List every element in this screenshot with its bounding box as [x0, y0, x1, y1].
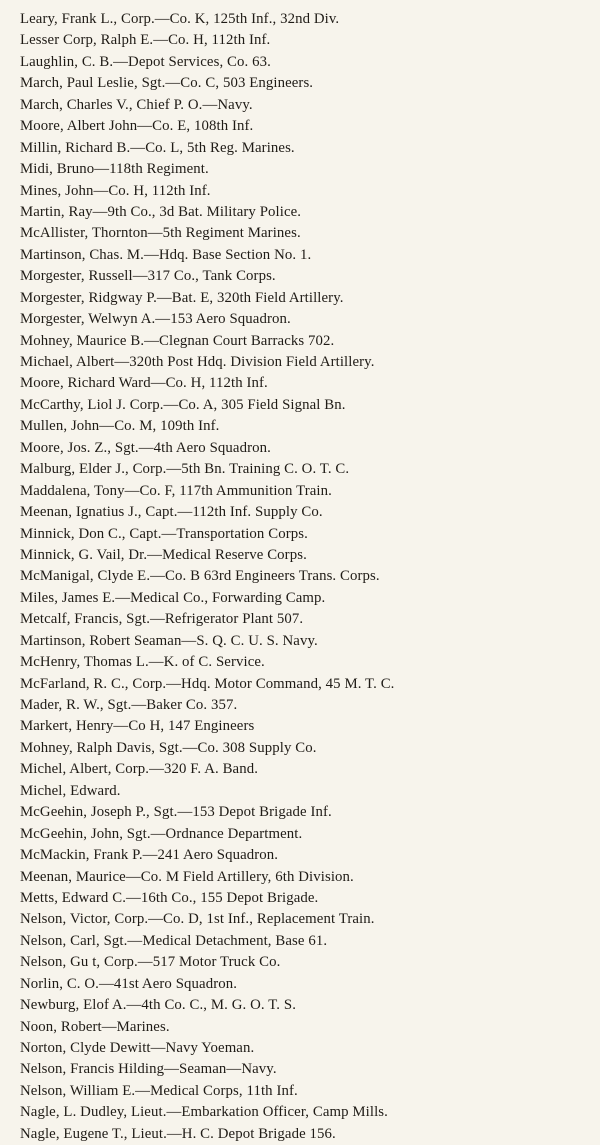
roster-entry: Martinson, Robert Seaman—S. Q. C. U. S. Navy.: [20, 632, 318, 649]
roster-entry: Miles, James E.—Medical Co., Forwarding Camp.: [20, 589, 326, 606]
roster-entry: Moore, Richard Ward—Co. H, 112th Inf.: [20, 375, 268, 392]
roster-entry: Michel, Albert, Corp.—320 F. A. Band.: [20, 761, 259, 778]
roster-entry: Nelson, Victor, Corp.—Co. D, 1st Inf., Replacement Train.: [20, 911, 375, 928]
roster-entry: Nelson, William E.—Medical Corps, 11th Inf.: [20, 1082, 298, 1099]
roster-entry: Mohney, Ralph Davis, Sgt.—Co. 308 Supply Co.: [20, 739, 317, 756]
roster-entry: Nagle, L. Dudley, Lieut.—Embarkation Officer, Camp Mills.: [20, 1104, 388, 1121]
roster-entry: Maddalena, Tony—Co. F, 117th Ammunition Train.: [20, 482, 332, 499]
service-roster-list: [20, 9, 590, 1145]
roster-entry: McHenry, Thomas L.—K. of C. Service.: [20, 654, 265, 671]
roster-entry: Midi, Bruno—118th Regiment.: [20, 161, 209, 178]
roster-entry: Minnick, Don C., Capt.—Transportation Corps.: [20, 525, 308, 542]
roster-entry: McGeehin, Joseph P., Sgt.—153 Depot Brigade Inf.: [20, 804, 332, 821]
roster-entry: McMackin, Frank P.—241 Aero Squadron.: [20, 847, 279, 864]
roster-entry: Meenan, Maurice—Co. M Field Artillery, 6th Division.: [20, 868, 354, 885]
roster-entry: Laughlin, C. B.—Depot Services, Co. 63.: [20, 53, 271, 70]
roster-entry: Millin, Richard B.—Co. L, 5th Reg. Marines.: [20, 139, 295, 156]
roster-entry: Lesser Corp, Ralph E.—Co. H, 112th Inf.: [20, 32, 271, 49]
roster-entry: McManigal, Clyde E.—Co. B 63rd Engineers Trans. Corps.: [20, 568, 380, 585]
roster-entry: Leary, Frank L., Corp.—Co. K, 125th Inf., 32nd Div.: [20, 11, 340, 27]
roster-entry: Metts, Edward C.—16th Co., 155 Depot Brigade.: [20, 889, 319, 906]
roster-entry: Morgester, Ridgway P.—Bat. E, 320th Field Artillery.: [20, 289, 344, 306]
roster-entry: Nagle, Eugene T., Lieut.—H. C. Depot Brigade 156.: [20, 1125, 336, 1142]
roster-entry: Nelson, Gu t, Corp.—517 Motor Truck Co.: [20, 954, 281, 971]
roster-entry: Martin, Ray—9th Co., 3d Bat. Military Police.: [20, 203, 302, 220]
roster-entry: Malburg, Elder J., Corp.—5th Bn. Training C. O. T. C.: [20, 461, 350, 478]
roster-entry: McCarthy, Liol J. Corp.—Co. A, 305 Field Signal Bn.: [20, 396, 346, 413]
roster-entry: Minnick, G. Vail, Dr.—Medical Reserve Corps.: [20, 546, 307, 563]
roster-entry: Mohney, Maurice B.—Clegnan Court Barracks 702.: [20, 332, 335, 349]
roster-entry: Nelson, Carl, Sgt.—Medical Detachment, Base 61.: [20, 932, 328, 949]
roster-entry: McFarland, R. C., Corp.—Hdq. Motor Command, 45 M. T. C.: [20, 675, 395, 692]
roster-entry: Metcalf, Francis, Sgt.—Refrigerator Plant 507.: [20, 611, 304, 628]
roster-entry: Nelson, Francis Hilding—Seaman—Navy.: [20, 1061, 277, 1078]
roster-entry: March, Charles V., Chief P. O.—Navy.: [20, 96, 253, 113]
roster-entry: Mines, John—Co. H, 112th Inf.: [20, 182, 211, 199]
roster-entry: Martinson, Chas. M.—Hdq. Base Section No. 1.: [20, 246, 312, 263]
roster-entry: Moore, Jos. Z., Sgt.—4th Aero Squadron.: [20, 439, 271, 456]
roster-entry: Moore, Albert John—Co. E, 108th Inf.: [20, 118, 254, 135]
roster-entry: Newburg, Elof A.—4th Co. C., M. G. O. T. S.: [20, 997, 296, 1014]
roster-entry: Michel, Edward.: [20, 782, 121, 799]
roster-entry: Mader, R. W., Sgt.—Baker Co. 357.: [20, 697, 238, 713]
roster-entry: McAllister, Thornton—5th Regiment Marines.: [20, 225, 301, 242]
roster-entry: Mullen, John—Co. M, 109th Inf.: [20, 418, 220, 435]
roster-entry: Morgester, Russell—317 Co., Tank Corps.: [20, 268, 276, 285]
roster-entry: March, Paul Leslie, Sgt.—Co. C, 503 Engineers.: [20, 75, 314, 92]
roster-entry: Markert, Henry—Co H, 147 Engineers: [20, 718, 255, 735]
roster-entry: Norton, Clyde Dewitt—Navy Yoeman.: [20, 1040, 255, 1056]
roster-entry: Meenan, Ignatius J., Capt.—112th Inf. Supply Co.: [20, 504, 323, 521]
roster-entry: Noon, Robert—Marines.: [20, 1018, 170, 1035]
roster-entry: Michael, Albert—320th Post Hdq. Division Field Artillery.: [20, 354, 375, 370]
roster-entry: Morgester, Welwyn A.—153 Aero Squadron.: [20, 311, 291, 328]
roster-entry: McGeehin, John, Sgt.—Ordnance Department.: [20, 825, 303, 842]
roster-entry: Norlin, C. O.—41st Aero Squadron.: [20, 975, 238, 992]
